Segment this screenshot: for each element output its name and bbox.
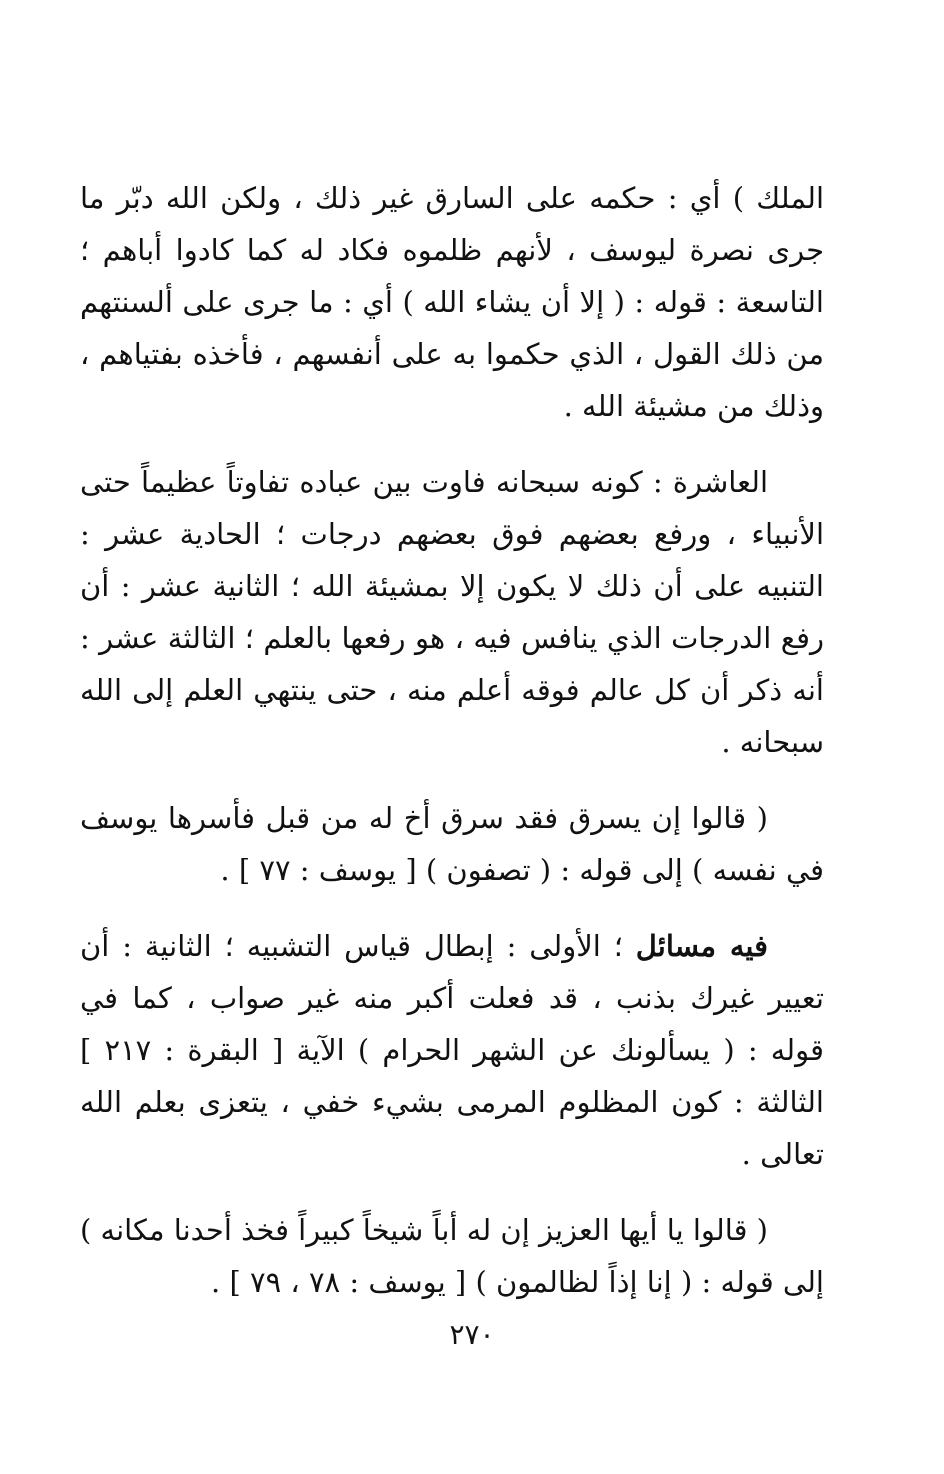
- paragraph-2-text: العاشرة : كونه سبحانه فاوت بين عباده تفاوتاً عظيماً حتى الأنبياء ، ورفع بعضهم فوق بعضهم درجات ؛ الحادية عشر : التنبيه على أن ذلك لا يكون إلا بمشيئة الله ؛ الثانية عشر : أن رفع الدرجات الذي ينافس فيه ، هو رفعها بالعلم ؛ الثالثة عشر : أنه ذكر أن كل عالم فوقه أعلم منه ، حتى ينتهي العلم إلى الله سبحانه .: [80, 465, 824, 759]
- paragraph-4-heading: فيه مسائل: [635, 929, 768, 963]
- paragraph-5-quran-verse: [80, 1204, 824, 1308]
- paragraph-5-text: ( قالوا يا أيها العزيز إن له أباً شيخاً كبيراً فخذ أحدنا مكانه ) إلى قوله : ( إنا إذاً لظالمون ) [ يوسف : ٧٨ ، ٧٩ ] .: [80, 1213, 824, 1299]
- paragraph-1: [80, 172, 824, 432]
- page-body: [80, 172, 824, 1332]
- paragraph-4-text: ؛ الأولى : إبطال قياس التشبيه ؛ الثانية : أن تعيير غيرك بذنب ، قد فعلت أكبر منه غير صواب ، كما في قوله : ( يسألونك عن الشهر الحرام ) الآية [ البقرة : ٢١٧ ] الثالثة : كون المظلوم المرمى بشيء خفي ، يتعزى بعلم الله تعالى .: [80, 929, 824, 1171]
- paragraph-4: [80, 920, 824, 1180]
- paragraph-3-text: ( قالوا إن يسرق فقد سرق أخ له من قبل فأسرها يوسف في نفسه ) إلى قوله : ( تصفون ) [ يوسف : ٧٧ ] .: [80, 801, 824, 887]
- paragraph-3-quran-verse: [80, 792, 824, 896]
- page-number: ٢٧٠: [449, 1318, 495, 1351]
- paragraph-2: [80, 456, 824, 768]
- paragraph-1-text: الملك ) أي : حكمه على السارق غير ذلك ، ولكن الله دبّر ما جرى نصرة ليوسف ، لأنهم ظلموه فكاد له كما كادوا أباهم ؛ التاسعة : قوله : ( إلا أن يشاء الله ) أي : ما جرى على ألسنتهم من ذلك القول ، الذي حكموا به على أنفسهم ، فأخذه بفتياهم ، وذلك من مشيئة الله .: [80, 181, 824, 423]
